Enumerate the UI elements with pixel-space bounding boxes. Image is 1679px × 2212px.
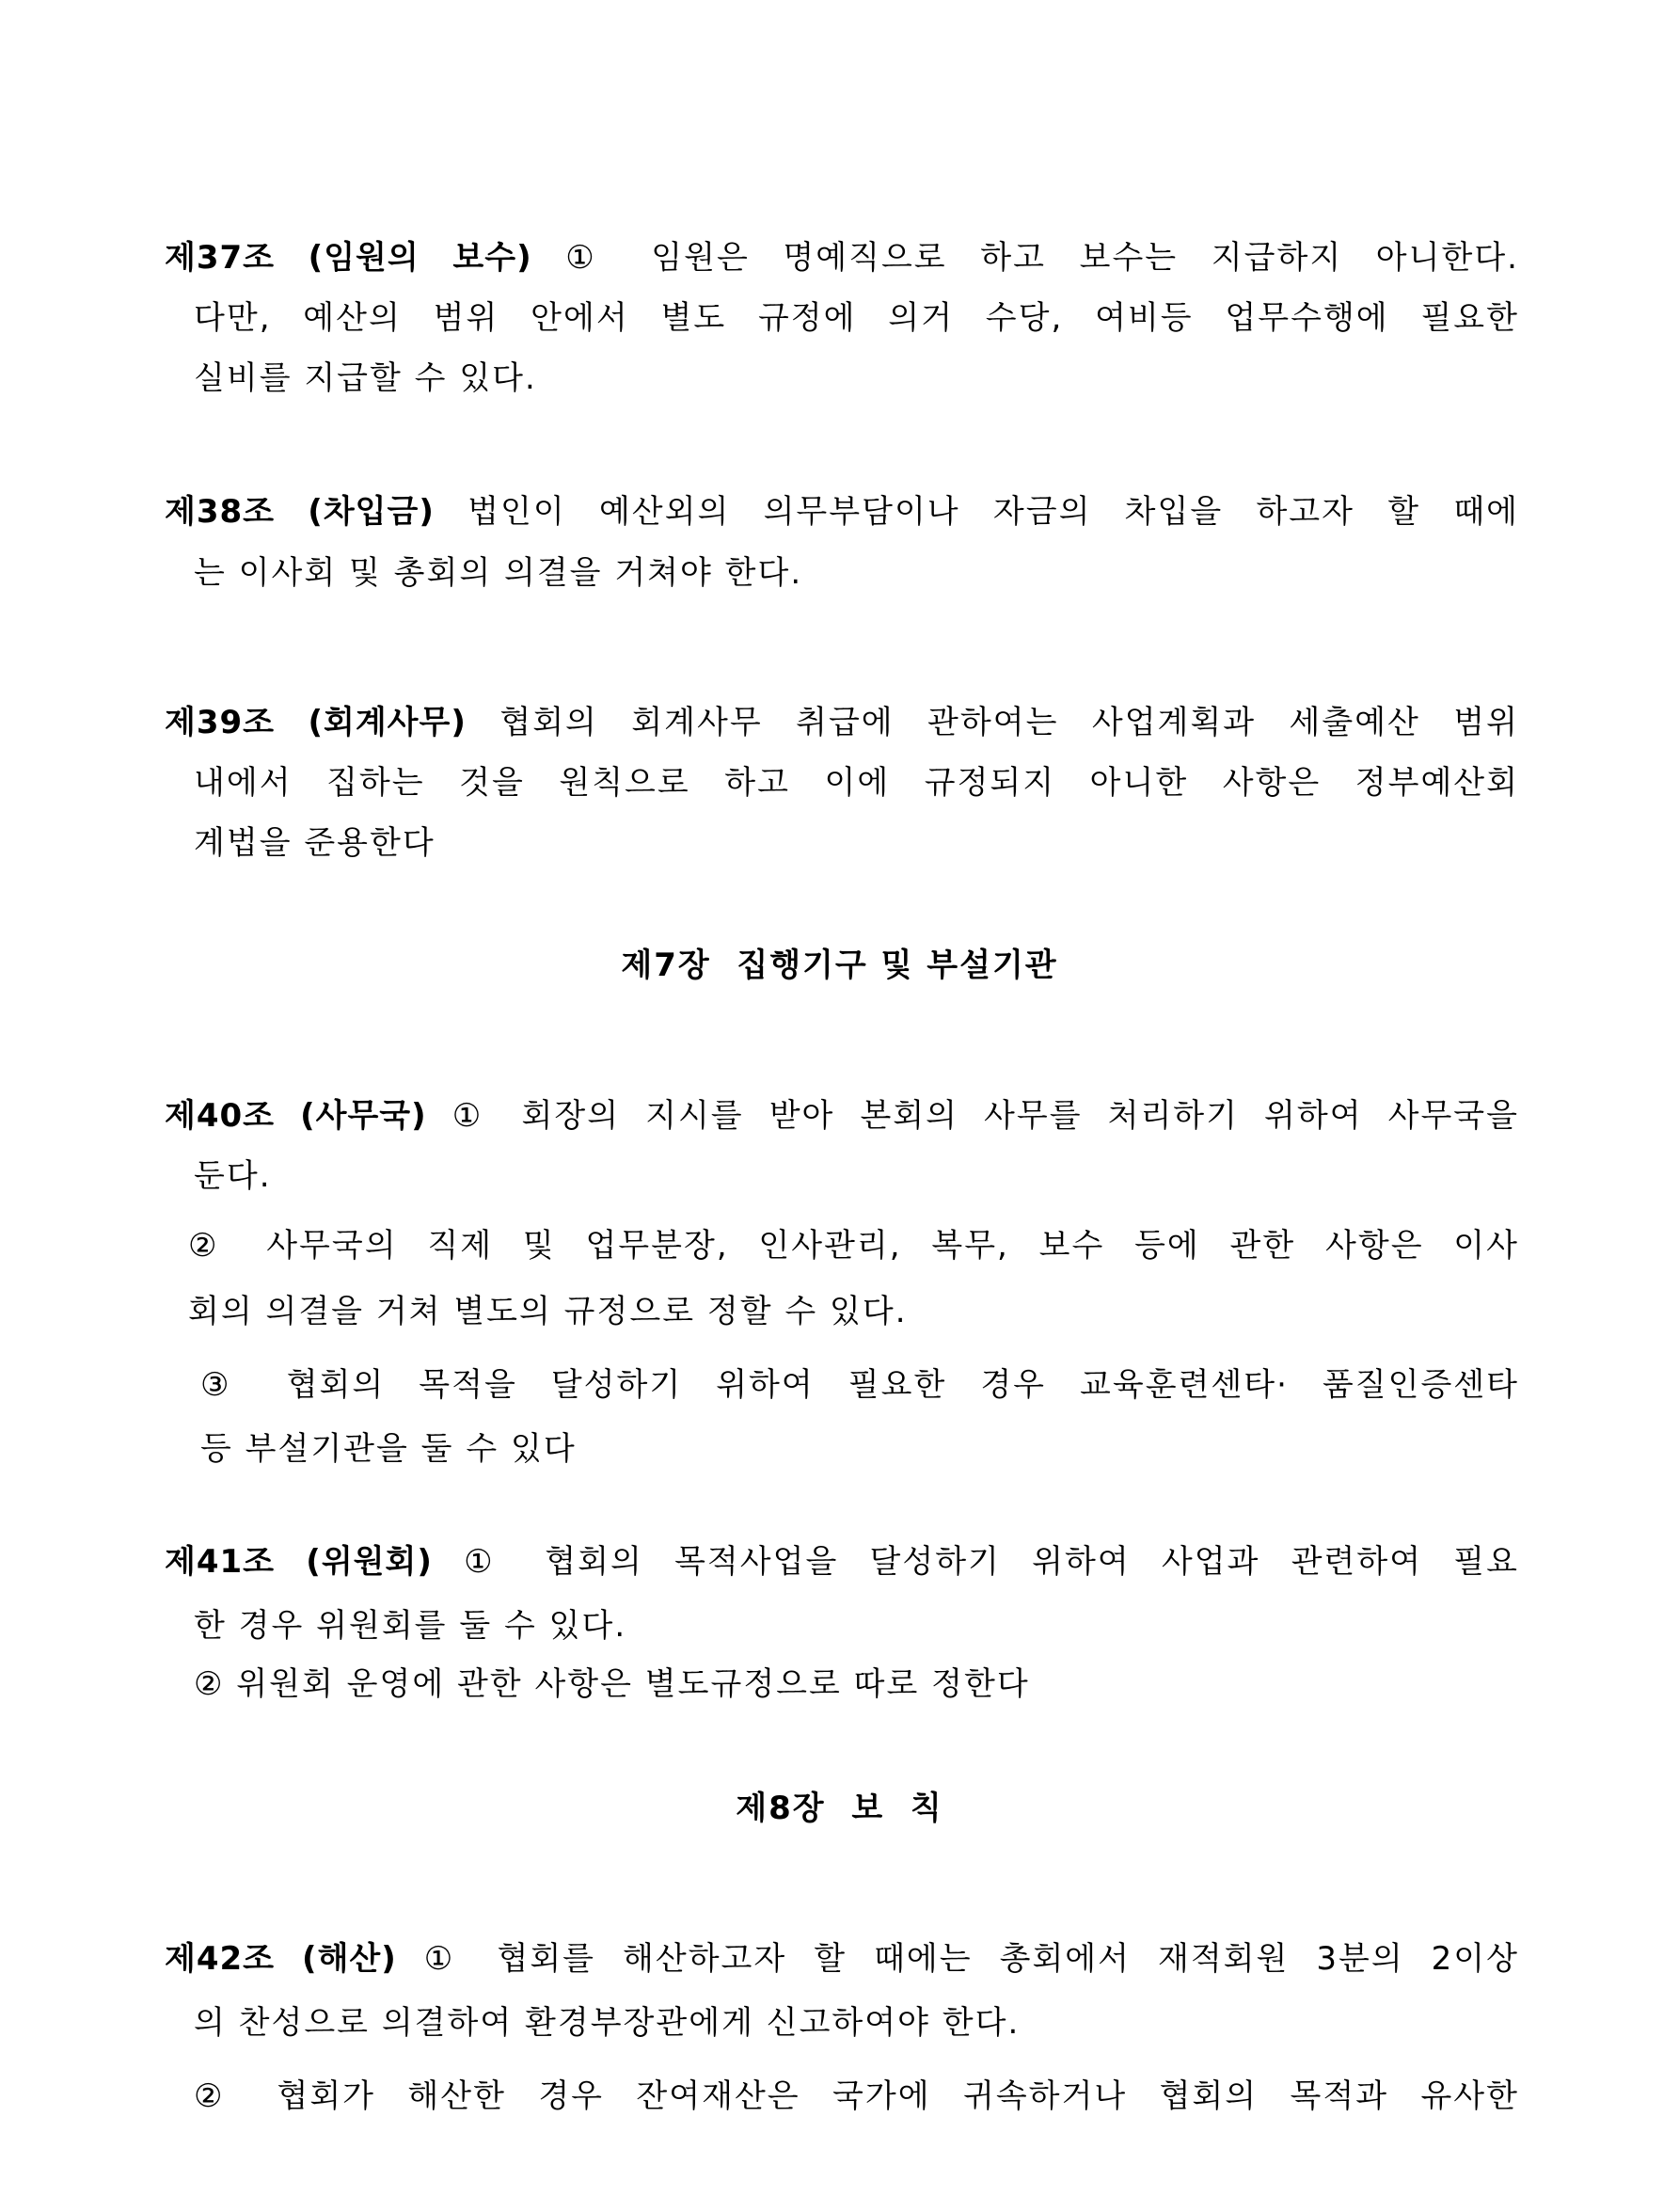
- article-40-para-3-line-2: 등 부설기관을 둘 수 있다: [200, 1430, 577, 1468]
- article-41-heading: 제41조 (위원회): [165, 1543, 433, 1581]
- article-39-line-1: [165, 702, 1519, 743]
- article-40-para-2-line-1: ② 사무국의 직제 및 업무분장, 인사관리, 복무, 보수 등에 관한 사항은 이사: [188, 1227, 1519, 1265]
- article-39-text-1: 협회의 회계사무 취급에 관하여는 사업계획과 세출예산 범위: [466, 704, 1519, 741]
- article-40-heading: 제40조 (사무국): [165, 1097, 427, 1135]
- article-38-line-2: 는 이사회 및 총회의 의결을 거쳐야 한다.: [194, 554, 803, 592]
- article-42-heading: 제42조 (해산): [165, 1940, 397, 1978]
- article-41-line-2: 한 경우 위원회를 둘 수 있다.: [194, 1607, 627, 1645]
- article-37-line-3: 실비를 지급할 수 있다.: [194, 359, 537, 397]
- article-38-line-1: [165, 491, 1519, 533]
- article-38-text-1: 법인이 예산외의 의무부담이나 자금의 차입을 하고자 할 때에: [434, 493, 1520, 531]
- article-42-line-2: 의 찬성으로 의결하여 환경부장관에게 신고하여야 한다.: [194, 2004, 1021, 2042]
- article-41-line-1: [165, 1541, 1519, 1583]
- article-39-line-2: 내에서 집하는 것을 원칙으로 하고 이에 규정되지 아니한 사항은 정부예산회: [194, 764, 1519, 802]
- article-41-para-2: ② 위원회 운영에 관한 사항은 별도규정으로 따로 정한다: [194, 1665, 1030, 1703]
- article-37-line-2: 다만, 예산의 범위 안에서 별도 규정에 의거 수당, 여비등 업무수행에 필요한: [194, 299, 1519, 337]
- article-40-para-3-line-1: ③ 협회의 목적을 달성하기 위하여 필요한 경우 교육훈련센타· 품질인증센타: [200, 1366, 1519, 1404]
- article-38-heading: 제38조 (차입금): [165, 493, 435, 531]
- article-40-line-1: [165, 1095, 1519, 1137]
- chapter-7-heading: 제7장 집행기구 및 부설기관: [621, 947, 1058, 984]
- article-37-line-1: [165, 237, 1519, 278]
- article-39-line-3: 계법을 준용한다: [194, 824, 436, 862]
- article-40-line-2: 둔다.: [194, 1157, 272, 1195]
- article-40-text-1: ① 회장의 지시를 받아 본회의 사무를 처리하기 위하여 사무국을: [426, 1097, 1519, 1135]
- article-37-heading: 제37조 (임원의 보수): [165, 239, 532, 277]
- article-41-text-1: ① 협회의 목적사업을 달성하기 위하여 사업과 관련하여 필요: [432, 1543, 1519, 1581]
- article-37-text-1: ① 임원은 명예직으로 하고 보수는 지급하지 아니한다.: [531, 239, 1519, 277]
- article-42-para-2: ② 협회가 해산한 경우 잔여재산은 국가에 귀속하거나 협회의 목적과 유사한: [194, 2077, 1519, 2115]
- chapter-8-heading: 제8장 보 칙: [736, 1790, 943, 1827]
- article-40-para-2-line-2: 회의 의결을 거쳐 별도의 규정으로 정할 수 있다.: [188, 1293, 908, 1330]
- article-42-text-1: ① 협회를 해산하고자 할 때에는 총회에서 재적회원 3분의 2이상: [396, 1940, 1519, 1978]
- article-39-heading: 제39조 (회계사무): [165, 704, 467, 741]
- article-42-line-1: [165, 1938, 1519, 1980]
